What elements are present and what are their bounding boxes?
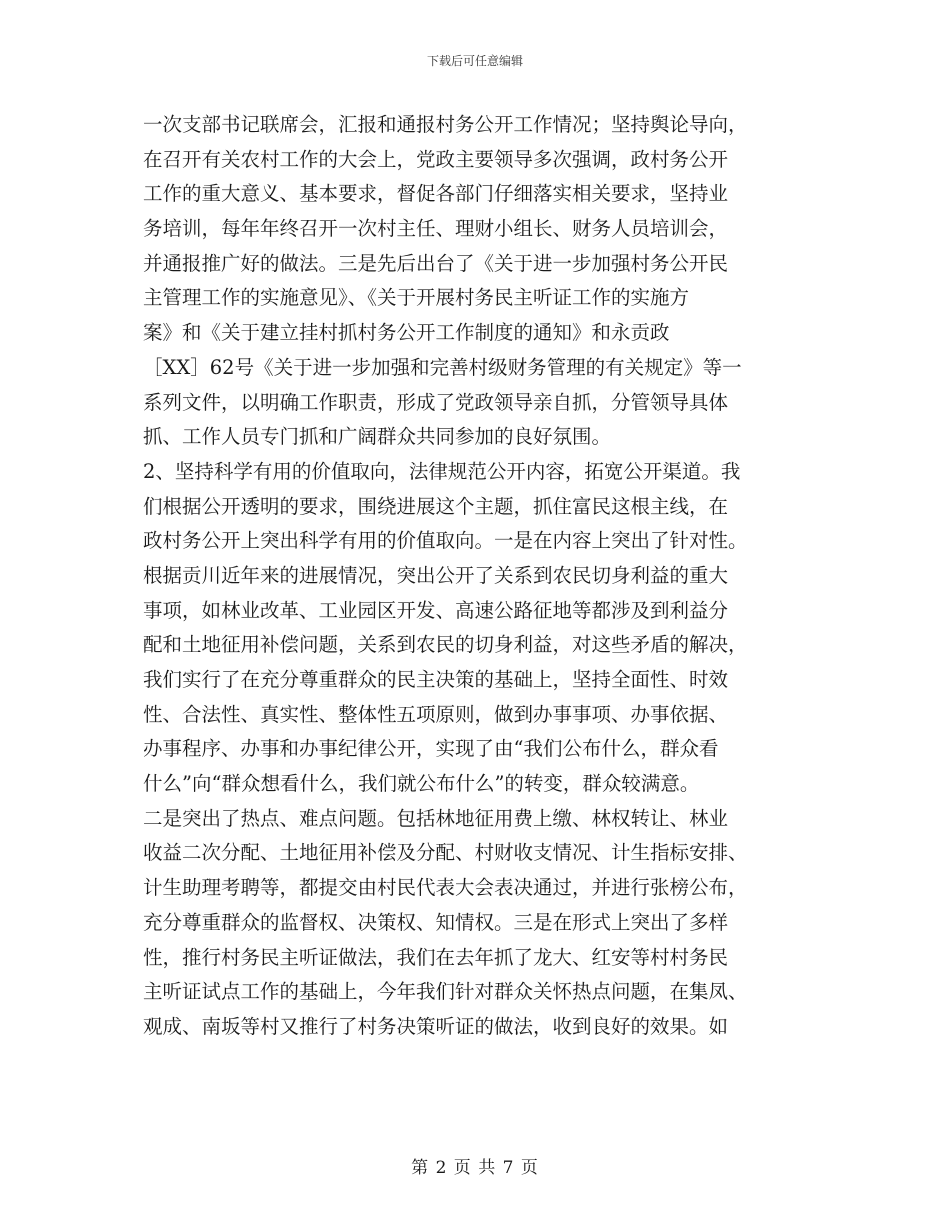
- text-line: 二是突出了热点、难点问题。包括林地征用费上缴、林权转让、林业: [143, 806, 729, 830]
- text-line: 充分尊重群众的监督权、决策权、知情权。三是在形式上突出了多样: [143, 910, 729, 934]
- document-body: [143, 108, 799, 1045]
- text-line: 什么”向“群众想看什么，我们就公布什么”的转变，群众较满意。: [143, 772, 700, 796]
- text-line: 办事程序、办事和办事纪律公开，实现了由“我们公布什么，群众看: [143, 737, 719, 761]
- text-line: 观成、南坂等村又推行了村务决策听证的做法，收到良好的效果。如: [143, 1014, 729, 1038]
- text-line: 工作的重大意义、基本要求，督促各部门仔细落实相关要求，坚持业: [143, 182, 729, 206]
- text-line: 务培训，每年年终召开一次村主任、理财小组长、财务人员培训会，: [143, 217, 729, 241]
- text-line: 收益二次分配、土地征用补偿及分配、村财收支情况、计生指标安排、: [143, 841, 748, 865]
- text-line: 事项，如林业改革、工业园区开发、高速公路征地等都涉及到利益分: [143, 598, 729, 622]
- text-line: 抓、工作人员专门抓和广阔群众共同参加的良好氛围。: [143, 425, 612, 449]
- text-line: 主管理工作的实施意见》、《关于开展村务民主听证工作的实施方: [143, 286, 690, 310]
- text-line: 政村务公开上突出科学有用的价值取向。一是在内容上突出了针对性。: [143, 529, 748, 553]
- text-line: 并通报推广好的做法。三是先后出台了《关于进一步加强村务公开民: [143, 251, 729, 275]
- text-line: 在召开有关农村工作的大会上，党政主要领导多次强调，政村务公开: [143, 147, 729, 171]
- page-header: 下载后可任意编辑: [426, 54, 523, 68]
- text-line: ［XX］62号《关于进一步加强和完善村级财务管理的有关规定》等一: [143, 355, 742, 379]
- text-line: 2、坚持科学有用的价值取向，法律规范公开内容，拓宽公开渠道。我: [143, 459, 741, 483]
- text-line: 计生助理考聘等，都提交由村民代表大会表决通过，并进行张榜公布，: [143, 876, 748, 900]
- text-line: 们根据公开透明的要求，围绕进展这个主题，抓住富民这根主线，在: [143, 494, 729, 518]
- text-line: 性，推行村务民主听证做法，我们在去年抓了龙大、红安等村村务民: [143, 945, 729, 969]
- text-line: 根据贡川近年来的进展情况，突出公开了关系到农民切身利益的重大: [143, 563, 729, 587]
- text-line: 一次支部书记联席会，汇报和通报村务公开工作情况；坚持舆论导向，: [143, 113, 748, 136]
- page-footer: 第 2 页 共 7 页: [411, 1158, 539, 1178]
- text-line: 主听证试点工作的基础上，今年我们针对群众关怀热点问题，在集凤、: [143, 980, 748, 1004]
- text-line: 性、合法性、真实性、整体性五项原则，做到办事事项、办事依据、: [143, 702, 729, 726]
- text-line: 系列文件，以明确工作职责，形成了党政领导亲自抓，分管领导具体: [143, 390, 729, 414]
- text-line: 配和土地征用补偿问题，关系到农民的切身利益，对这些矛盾的解决，: [143, 633, 748, 657]
- text-line: 我们实行了在充分尊重群众的民主决策的基础上，坚持全面性、时效: [143, 668, 729, 691]
- text-line: 案》和《关于建立挂村抓村务公开工作制度的通知》和永贡政: [143, 321, 670, 345]
